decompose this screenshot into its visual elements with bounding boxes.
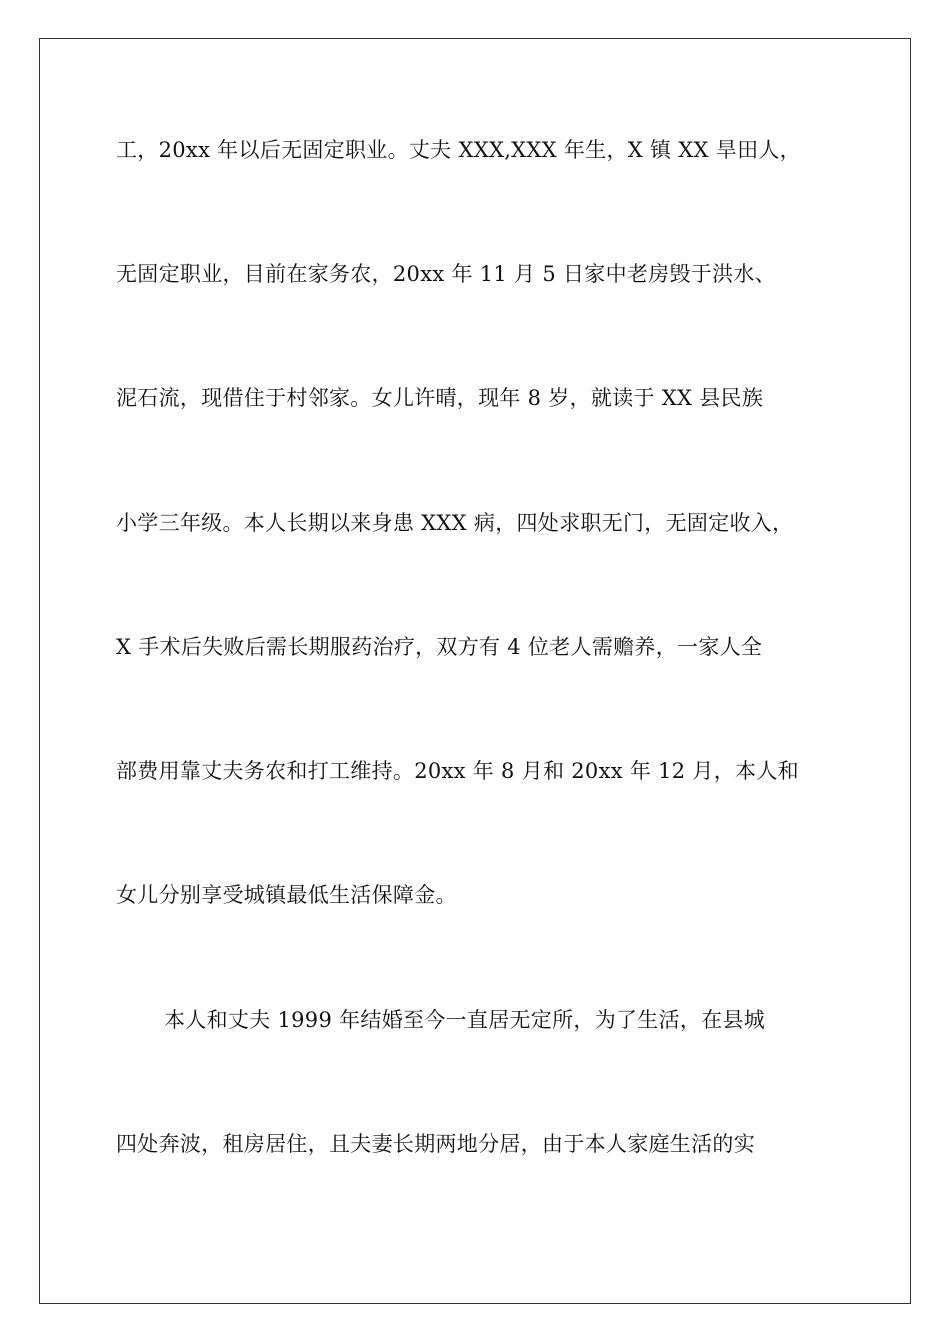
paragraph-start-line: 本人和丈夫 1999 年结婚至今一直居无定所，为了生活，在县城 xyxy=(164,1008,766,1032)
text-line-2: 无固定职业，目前在家务农，20xx 年 11 月 5 日家中老房毁于洪水、 xyxy=(116,262,776,286)
text-line-9: 四处奔波，租房居住，且夫妻长期两地分居，由于本人家庭生活的实 xyxy=(116,1132,755,1156)
text-line-3: 泥石流，现借住于村邻家。女儿许晴，现年 8 岁，就读于 XX 县民族 xyxy=(116,386,764,410)
text-line-1: 工，20xx 年以后无固定职业。丈夫 XXX,XXX 年生，X 镇 XX 旱田人， xyxy=(116,138,801,162)
text-line-6: 部费用靠丈夫务农和打工维持。20xx 年 8 月和 20xx 年 12 月，本人和 xyxy=(116,759,799,783)
text-line-5: X 手术后失败后需长期服药治疗，双方有 4 位老人需赡养，一家人全 xyxy=(116,635,763,659)
page-border xyxy=(39,38,911,1304)
text-line-7: 女儿分别享受城镇最低生活保障金。 xyxy=(116,883,457,907)
text-line-4: 小学三年级。本人长期以来身患 XXX 病，四处求职无门，无固定收入， xyxy=(116,511,794,535)
